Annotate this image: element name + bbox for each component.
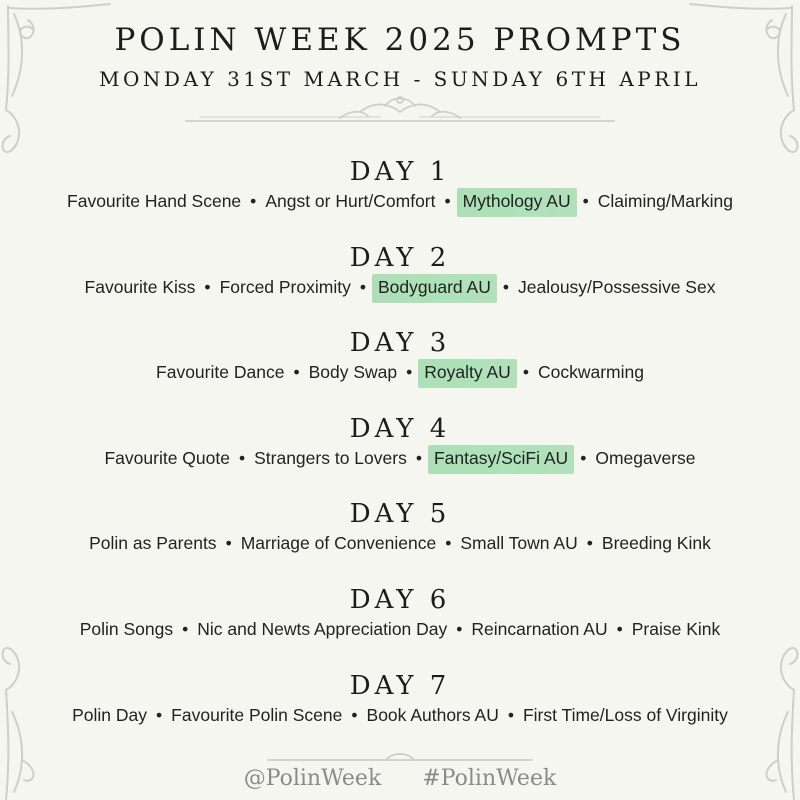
date-range: MONDAY 31ST MARCH - SUNDAY 6TH APRIL [99,67,701,91]
prompt: Small Town AU [460,533,578,554]
footer-divider-ornament [268,754,532,760]
bullet-separator: • [182,619,189,639]
day-block [0,499,800,555]
prompt-line [0,703,800,727]
prompt: Praise Kink [631,619,721,639]
bullet-separator: • [586,533,593,554]
prompt: Jealousy/Possessive Sex [517,276,716,297]
prompt: Angst or Hurt/Comfort [265,191,436,211]
prompt: Favourite Kiss [84,276,196,297]
bullet-separator: • [406,362,413,383]
prompt: Strangers to Lovers [254,447,407,468]
bullet-separator: • [616,619,623,639]
bullet-separator: • [445,533,452,554]
day-heading: DAY 5 [349,499,451,530]
bullet-separator: • [582,191,589,211]
prompt: Nic and Newts Appreciation Day [197,619,448,639]
page-title: POLIN WEEK 2025 PROMPTS [114,22,686,58]
bullet-separator: • [238,447,246,468]
prompt: Favourite Dance [156,362,285,383]
highlighted-prompt: Royalty AU [418,359,517,388]
prompt: Favourite Polin Scene [171,704,343,725]
day-heading: DAY 6 [349,585,451,615]
prompt: Body Swap [308,362,398,383]
prompt: Reincarnation AU [471,619,608,639]
day-block [0,671,800,727]
day-block [0,157,800,213]
day-block [0,414,800,470]
bullet-separator: • [351,704,358,725]
bullet-separator: • [293,362,300,383]
day-block [0,328,800,384]
social-handle: @PolinWeek [243,766,382,791]
bullet-separator: • [225,533,232,554]
prompt: Omegaverse [595,447,696,468]
day-heading: DAY 7 [349,670,451,701]
bullet-separator: • [359,276,366,297]
prompt: Polin Songs [79,619,174,639]
prompt: Favourite Quote [104,447,230,468]
bullet-separator: • [156,704,163,725]
day-heading: DAY 1 [349,157,451,187]
day-heading: DAY 4 [349,413,451,444]
day-block [0,585,800,641]
bullet-separator: • [415,447,422,468]
day-heading: DAY 3 [349,328,451,359]
prompt: Favourite Hand Scene [67,191,242,211]
day-heading: DAY 2 [349,242,451,273]
prompt: Forced Proximity [219,276,351,297]
bullet-separator: • [580,447,587,468]
prompt: Polin as Parents [89,533,217,554]
prompt: First Time/Loss of Virginity [522,704,728,725]
prompt: Book Authors AU [366,704,499,725]
bullet-separator: • [444,191,451,211]
bullet-separator: • [250,191,257,211]
bullet-separator: • [456,619,463,639]
bullet-separator: • [522,362,529,383]
prompt-line [0,446,800,470]
header-divider-ornament [186,97,614,121]
prompt: Polin Day [72,704,148,725]
prompt-line [0,360,800,384]
bullet-separator: • [507,704,514,725]
prompt-line [0,275,800,299]
footer-handles [0,766,800,791]
prompt: Marriage of Convenience [240,533,437,554]
prompt-line [0,617,800,641]
day-block [0,243,800,299]
prompt: Cockwarming [537,362,644,383]
hashtag: #PolinWeek [422,766,557,791]
highlighted-prompt: Mythology AU [457,188,577,217]
prompt: Claiming/Marking [597,191,733,211]
highlighted-prompt: Bodyguard AU [372,274,497,303]
prompt-line [0,189,800,213]
bullet-separator: • [204,276,211,297]
highlighted-prompt: Fantasy/SciFi AU [428,445,574,474]
prompt: Breeding Kink [601,533,711,554]
bullet-separator: • [502,276,509,297]
prompt-line [0,531,800,555]
